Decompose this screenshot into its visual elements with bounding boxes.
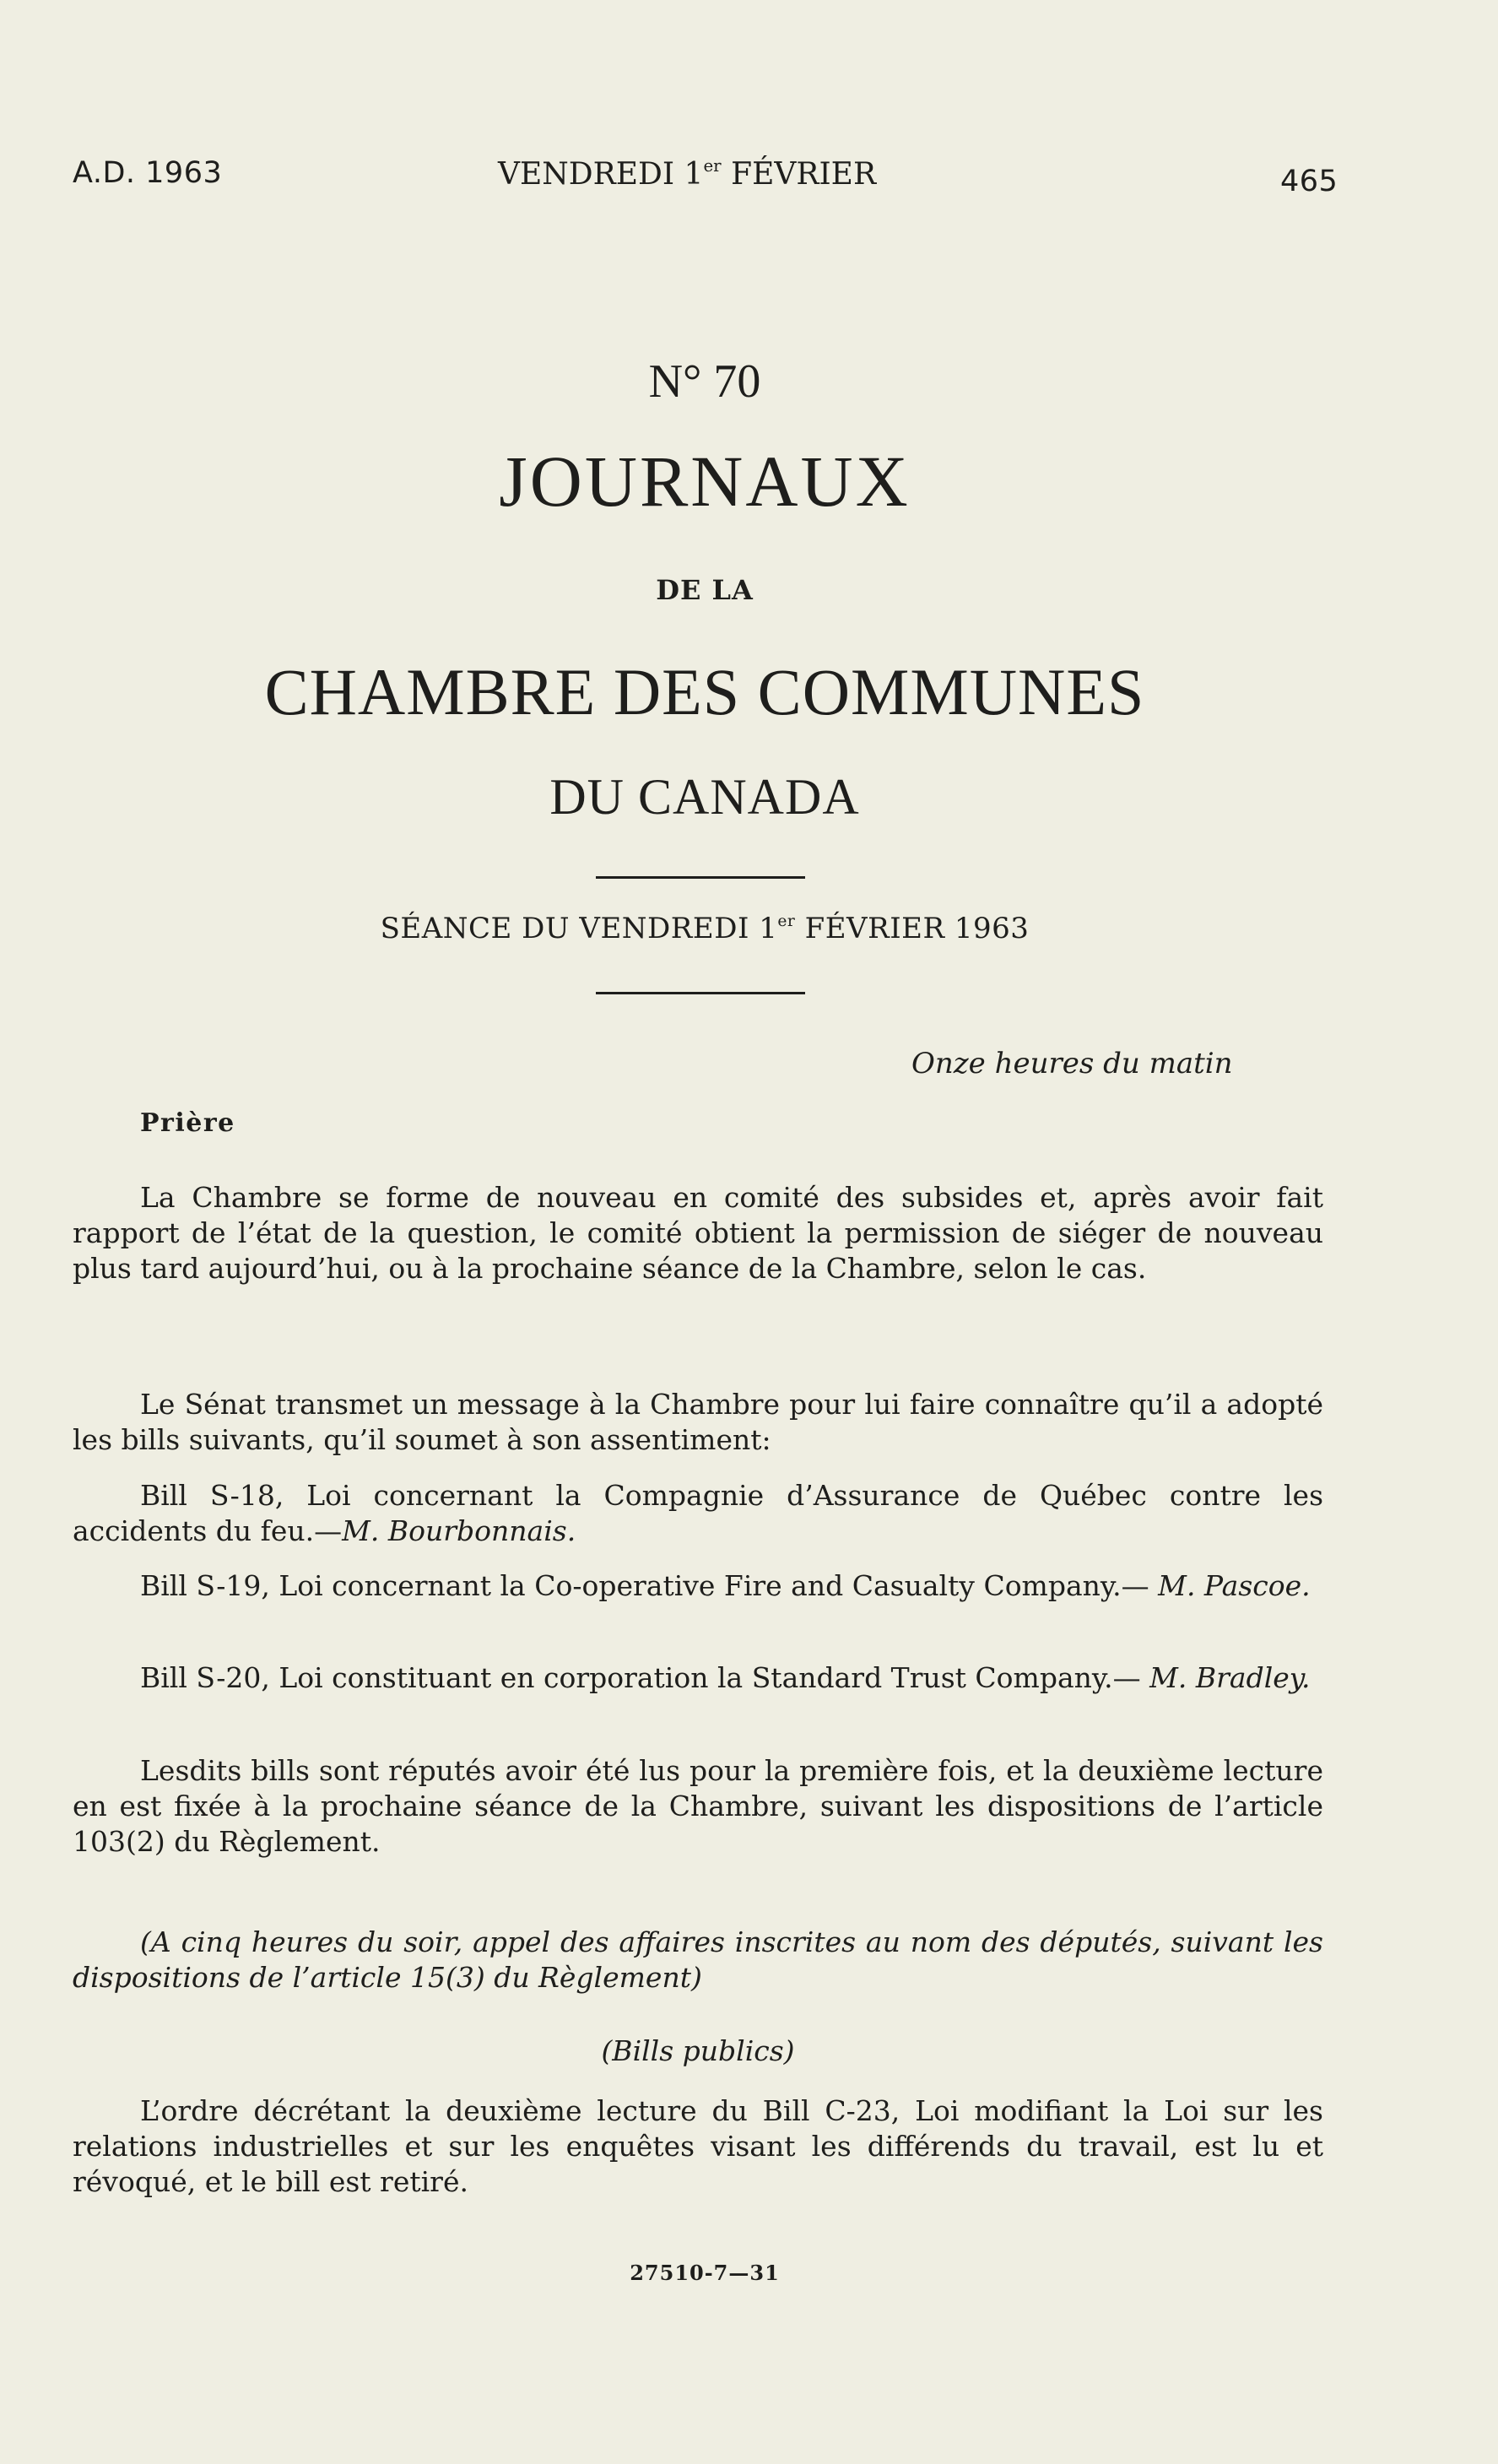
title-de-la: DE LA <box>656 574 754 606</box>
issue-number: N° 70 <box>648 355 761 408</box>
header-year: A.D. 1963 <box>73 156 223 190</box>
paragraph-withdrawn: L’ordre décrétant la deuxième lecture du Bill C-23, Loi modifiant la Loi sur les relations industrielles et sur les enquêtes visant les différends du travail, est lu et révoqué, et le bill est retiré. <box>73 2094 1323 2198</box>
divider-top <box>596 876 805 879</box>
paragraph-senate-message: Le Sénat transmet un message à la Chambre pour lui faire connaître qu’il a adopté les bills suivants, qu’il soumet à son assentiment: <box>73 1388 1323 1456</box>
paragraph-first-reading: Lesdits bills sont réputés avoir été lus pour la première fois, et la deuxième lecture en est fixée à la prochaine séance de la Chambre, suivant les dispositions de l’article 103(2) du Règlement. <box>73 1754 1323 1858</box>
paragraph-committee: La Chambre se forme de nouveau en comité des subsides et, après avoir fait rapport de l’état de la question, le comité obtient la permission de siéger de nouveau plus tard aujourd’hui, ou à la prochaine séance de la Chambre, selon le cas. <box>73 1181 1323 1285</box>
bill-s20: Bill S-20, Loi constituant en corporation la Standard Trust Company.— M. Bradley. <box>140 1661 1311 1694</box>
header-date: VENDREDI 1er FÉVRIER <box>498 156 877 192</box>
paragraph-private-members: (A cinq heures du soir, appel des affaires inscrites au nom des députés, suivant les dispositions de l’article 15(3) du Règlement) <box>73 1925 1323 1994</box>
title-chambre: CHAMBRE DES COMMUNES <box>264 655 1145 728</box>
page-number: 465 <box>1280 165 1338 198</box>
session-time: Onze heures du matin <box>911 1047 1233 1080</box>
bill-s18: Bill S-18, Loi concernant la Compagnie d’Assurance de Québec contre les accidents du feu.—M. Bourbonnais. <box>73 1479 1323 1547</box>
title-du-canada: DU CANADA <box>549 769 860 825</box>
footer-code: 27510-7—31 <box>630 2261 780 2285</box>
session-heading: SÉANCE DU VENDREDI 1er FÉVRIER 1963 <box>380 912 1030 945</box>
journal-title: JOURNAUX <box>499 441 911 522</box>
divider-bottom <box>596 992 805 994</box>
bill-s19: Bill S-19, Loi concernant la Co-operative Fire and Casualty Company.— M. Pascoe. <box>140 1569 1311 1602</box>
bills-publics-heading: (Bills publics) <box>601 2034 795 2067</box>
priere-heading: Prière <box>140 1108 235 1138</box>
